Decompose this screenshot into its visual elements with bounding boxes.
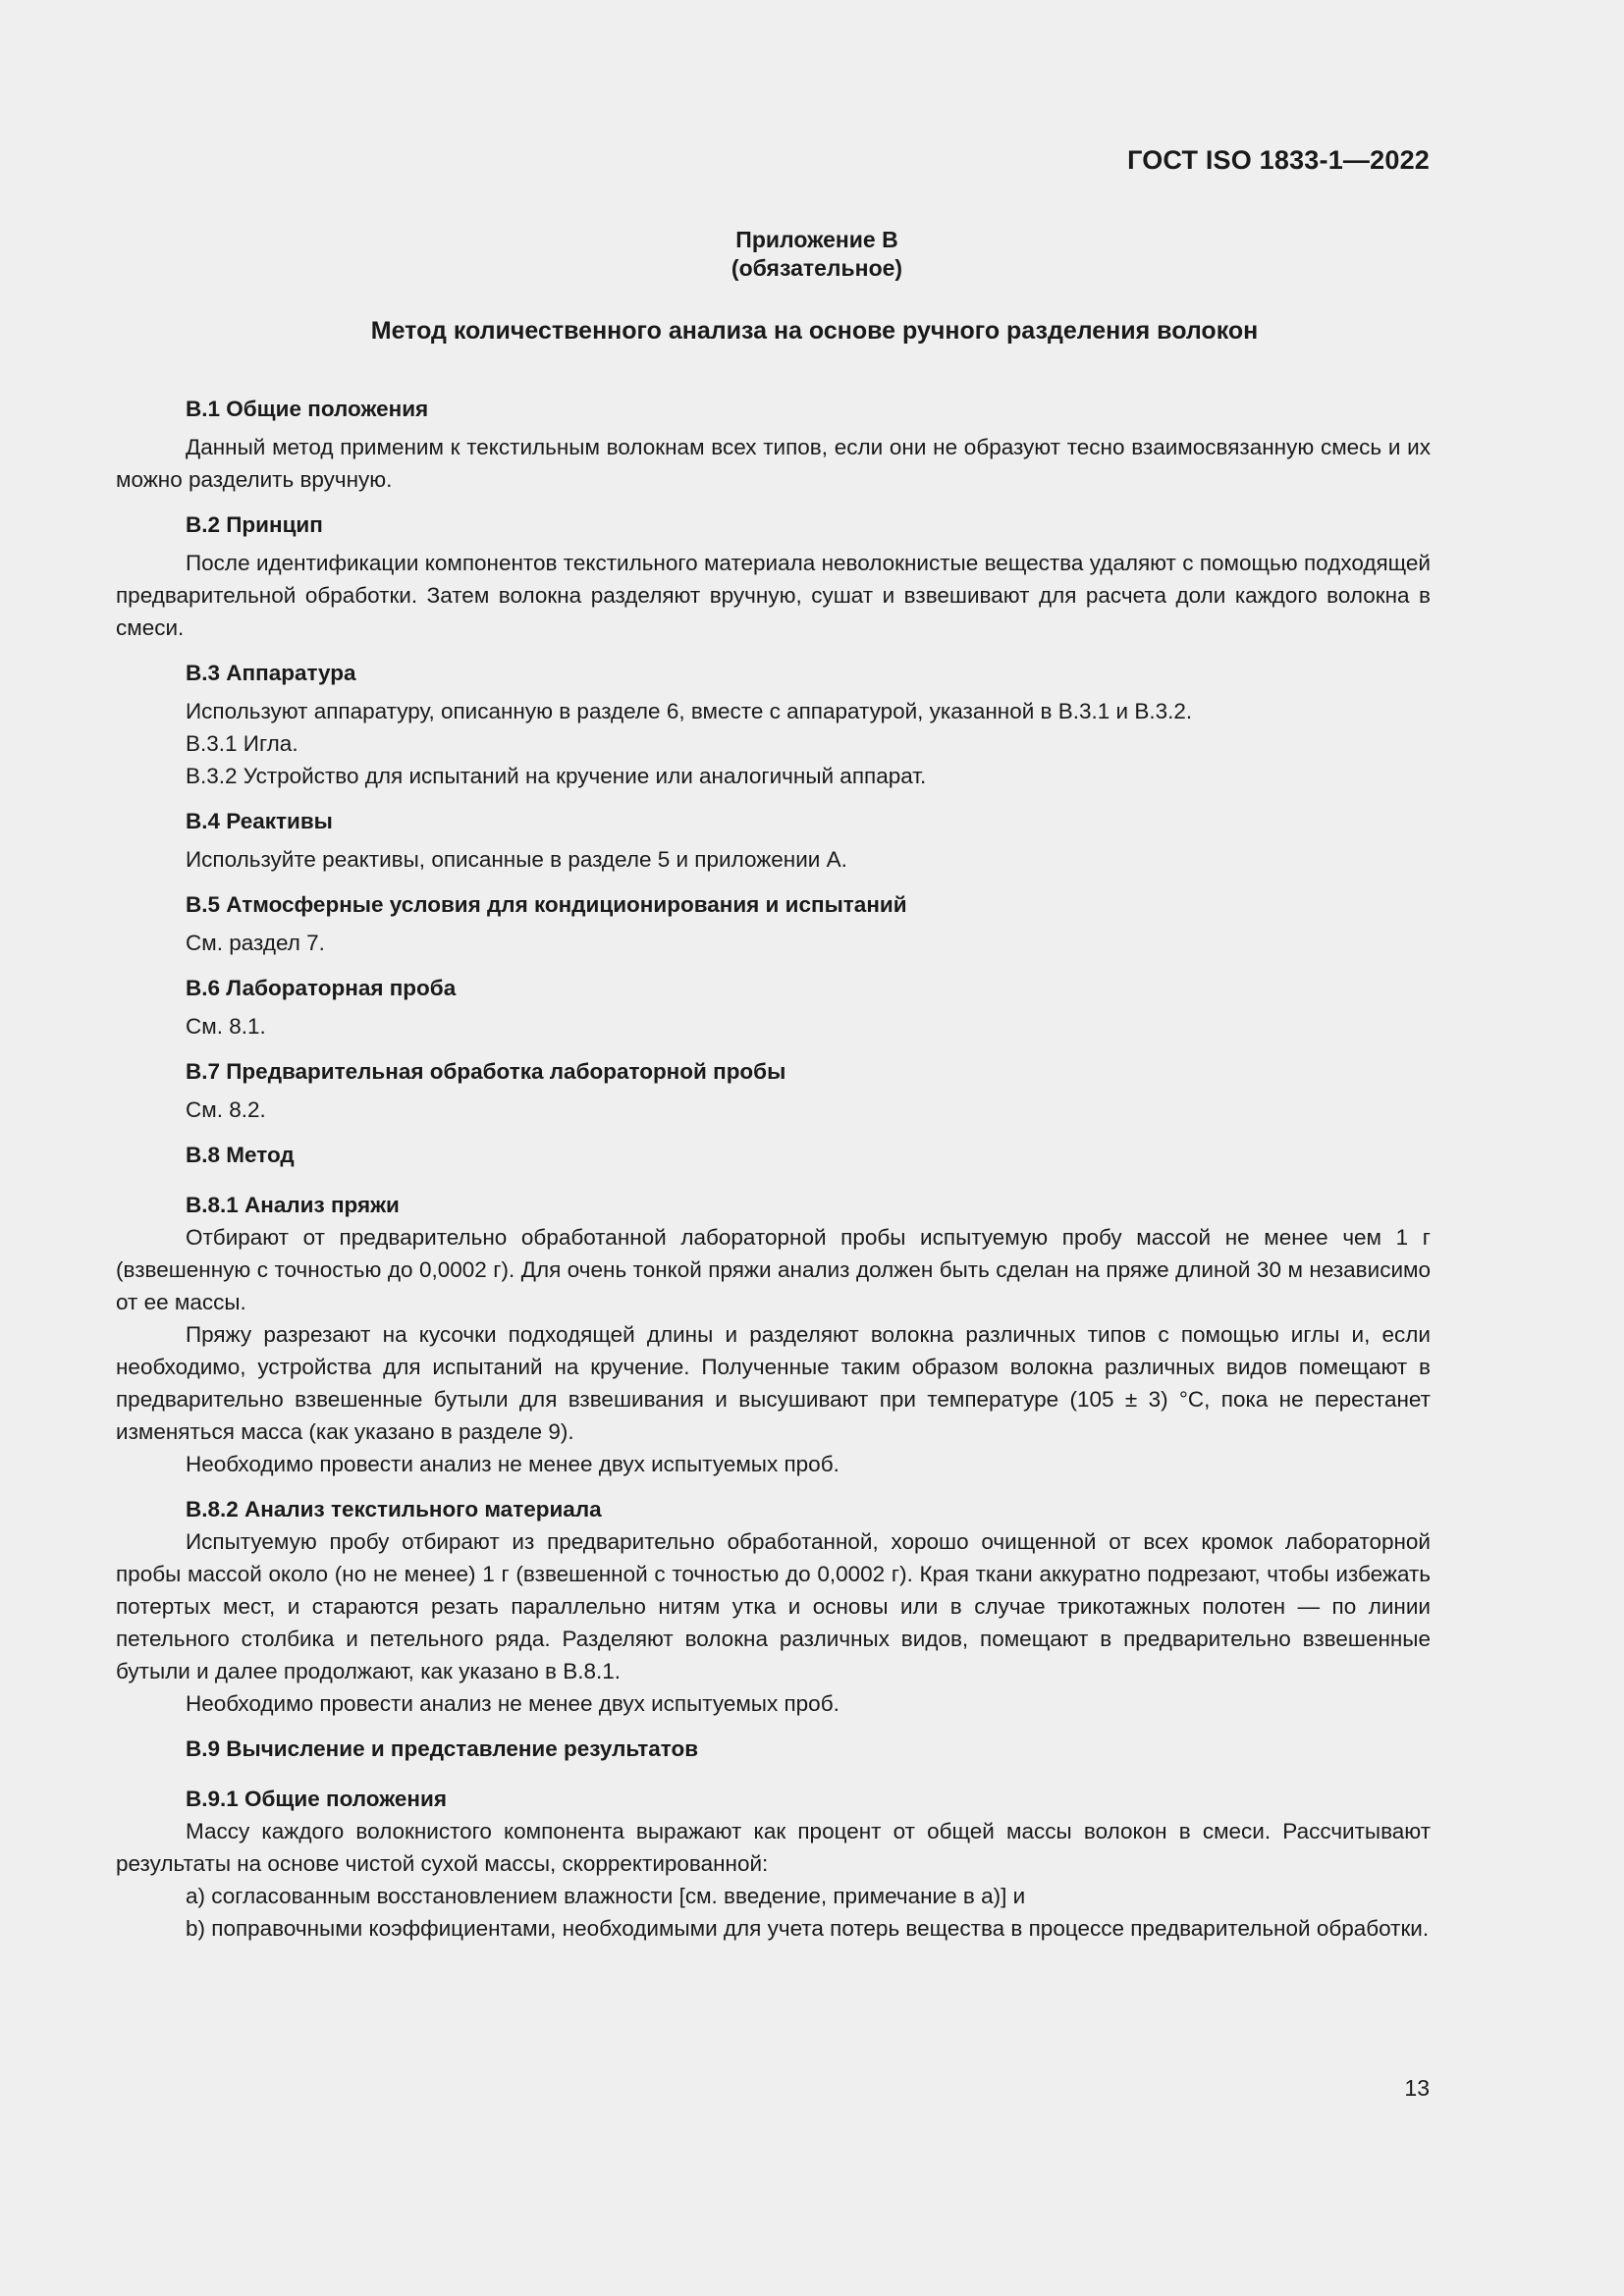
list-item: b) поправочными коэффициентами, необходимыми для учета потерь вещества в процессе предварительной обработки. [186, 1916, 1430, 1941]
paragraph: Используют аппаратуру, описанную в разделе 6, вместе с аппаратурой, указанной в В.3.1 и В.3.2. [186, 699, 1193, 723]
section-heading-b4: В.4 Реактивы [186, 809, 333, 833]
paragraph: См. раздел 7. [186, 931, 325, 955]
paragraph: После идентификации компонентов текстильного материала неволокнистые вещества удаляют с помощью подходящей предварительной обработки. Затем волокна разделяют вручную, сушат и взвешивают для расчета доли каждого волокна в смеси. [116, 551, 1431, 640]
section-heading-b1: В.1 Общие положения [186, 397, 429, 421]
paragraph: Пряжу разрезают на кусочки подходящей длины и разделяют волокна различных типов с помощью иглы и, если необходимо, устройства для испытаний на кручение. Полученные таким образом волокна различных видов помещают в предварительно взвешенные бутыли для взвешивания и высушивают при температуре (105 ± 3) °С, пока не перестанет изменяться масса (как указано в разделе 9). [116, 1322, 1431, 1444]
section-heading-b3: В.3 Аппаратура [186, 661, 356, 685]
subsection-heading-b8-2: В.8.2 Анализ текстильного материала [186, 1497, 602, 1522]
subsection-heading-b8-1: В.8.1 Анализ пряжи [186, 1193, 400, 1217]
paragraph: Отбирают от предварительно обработанной лабораторной пробы испытуемую пробу массой не менее чем 1 г (взвешенную с точностью до 0,0002 г). Для очень тонкой пряжи анализ должен быть сделан на пряже длиной 30 м независимо от ее массы. [116, 1225, 1431, 1314]
paragraph: Массу каждого волокнистого компонента выражают как процент от общей массы волокон в смеси. Рассчитывают результаты на основе чистой сухой массы, скорректированной: [116, 1819, 1431, 1876]
section-heading-b7: В.7 Предварительная обработка лабораторной пробы [186, 1059, 786, 1084]
standard-code: ГОСТ ISO 1833-1—2022 [1127, 145, 1430, 175]
paragraph: Испытуемую пробу отбирают из предварительно обработанной, хорошо очищенной от всех кромок лабораторной пробы массой около (но не менее) 1 г (взвешенной с точностью до 0,0002 г). Края ткани аккуратно подрезают, чтобы избежать потертых мест, и стараются резать параллельно нитям утка и основы или в случае трикотажных полотен — по линии петельного столбика и петельного ряда. Разделяют волокна различных видов, помещают в предварительно взвешенные бутыли и далее продолжают, как указано в В.8.1. [116, 1529, 1431, 1683]
section-heading-b9: В.9 Вычисление и представление результатов [186, 1736, 699, 1761]
paragraph: Используйте реактивы, описанные в разделе 5 и приложении А. [186, 847, 847, 872]
section-heading-b8: В.8 Метод [186, 1143, 295, 1167]
paragraph: Необходимо провести анализ не менее двух испытуемых проб. [186, 1452, 839, 1476]
method-title: Метод количественного анализа на основе ручного разделения волокон [370, 317, 1259, 345]
section-heading-b2: В.2 Принцип [186, 512, 323, 537]
list-item: В.3.2 Устройство для испытаний на кручение или аналогичный аппарат. [186, 764, 927, 788]
annex-title: Приложение В [735, 227, 898, 252]
paragraph: См. 8.2. [186, 1097, 266, 1122]
paragraph: Необходимо провести анализ не менее двух испытуемых проб. [186, 1691, 839, 1716]
section-heading-b6: В.6 Лабораторная проба [186, 976, 457, 1000]
paragraph: Данный метод применим к текстильным волокнам всех типов, если они не образуют тесно взаимосвязанную смесь и их можно разделить вручную. [116, 435, 1431, 492]
annex-status: (обязательное) [731, 255, 903, 281]
document-body [116, 393, 1431, 1945]
page-number: 13 [1404, 2075, 1430, 2101]
paragraph: См. 8.1. [186, 1014, 266, 1039]
list-item: В.3.1 Игла. [186, 731, 298, 756]
subsection-heading-b9-1: В.9.1 Общие положения [186, 1787, 447, 1811]
list-item: a) согласованным восстановлением влажности [см. введение, примечание в а)] и [186, 1884, 1026, 1908]
section-heading-b5: В.5 Атмосферные условия для кондиционирования и испытаний [186, 892, 907, 917]
annex-title-block [0, 226, 1624, 283]
